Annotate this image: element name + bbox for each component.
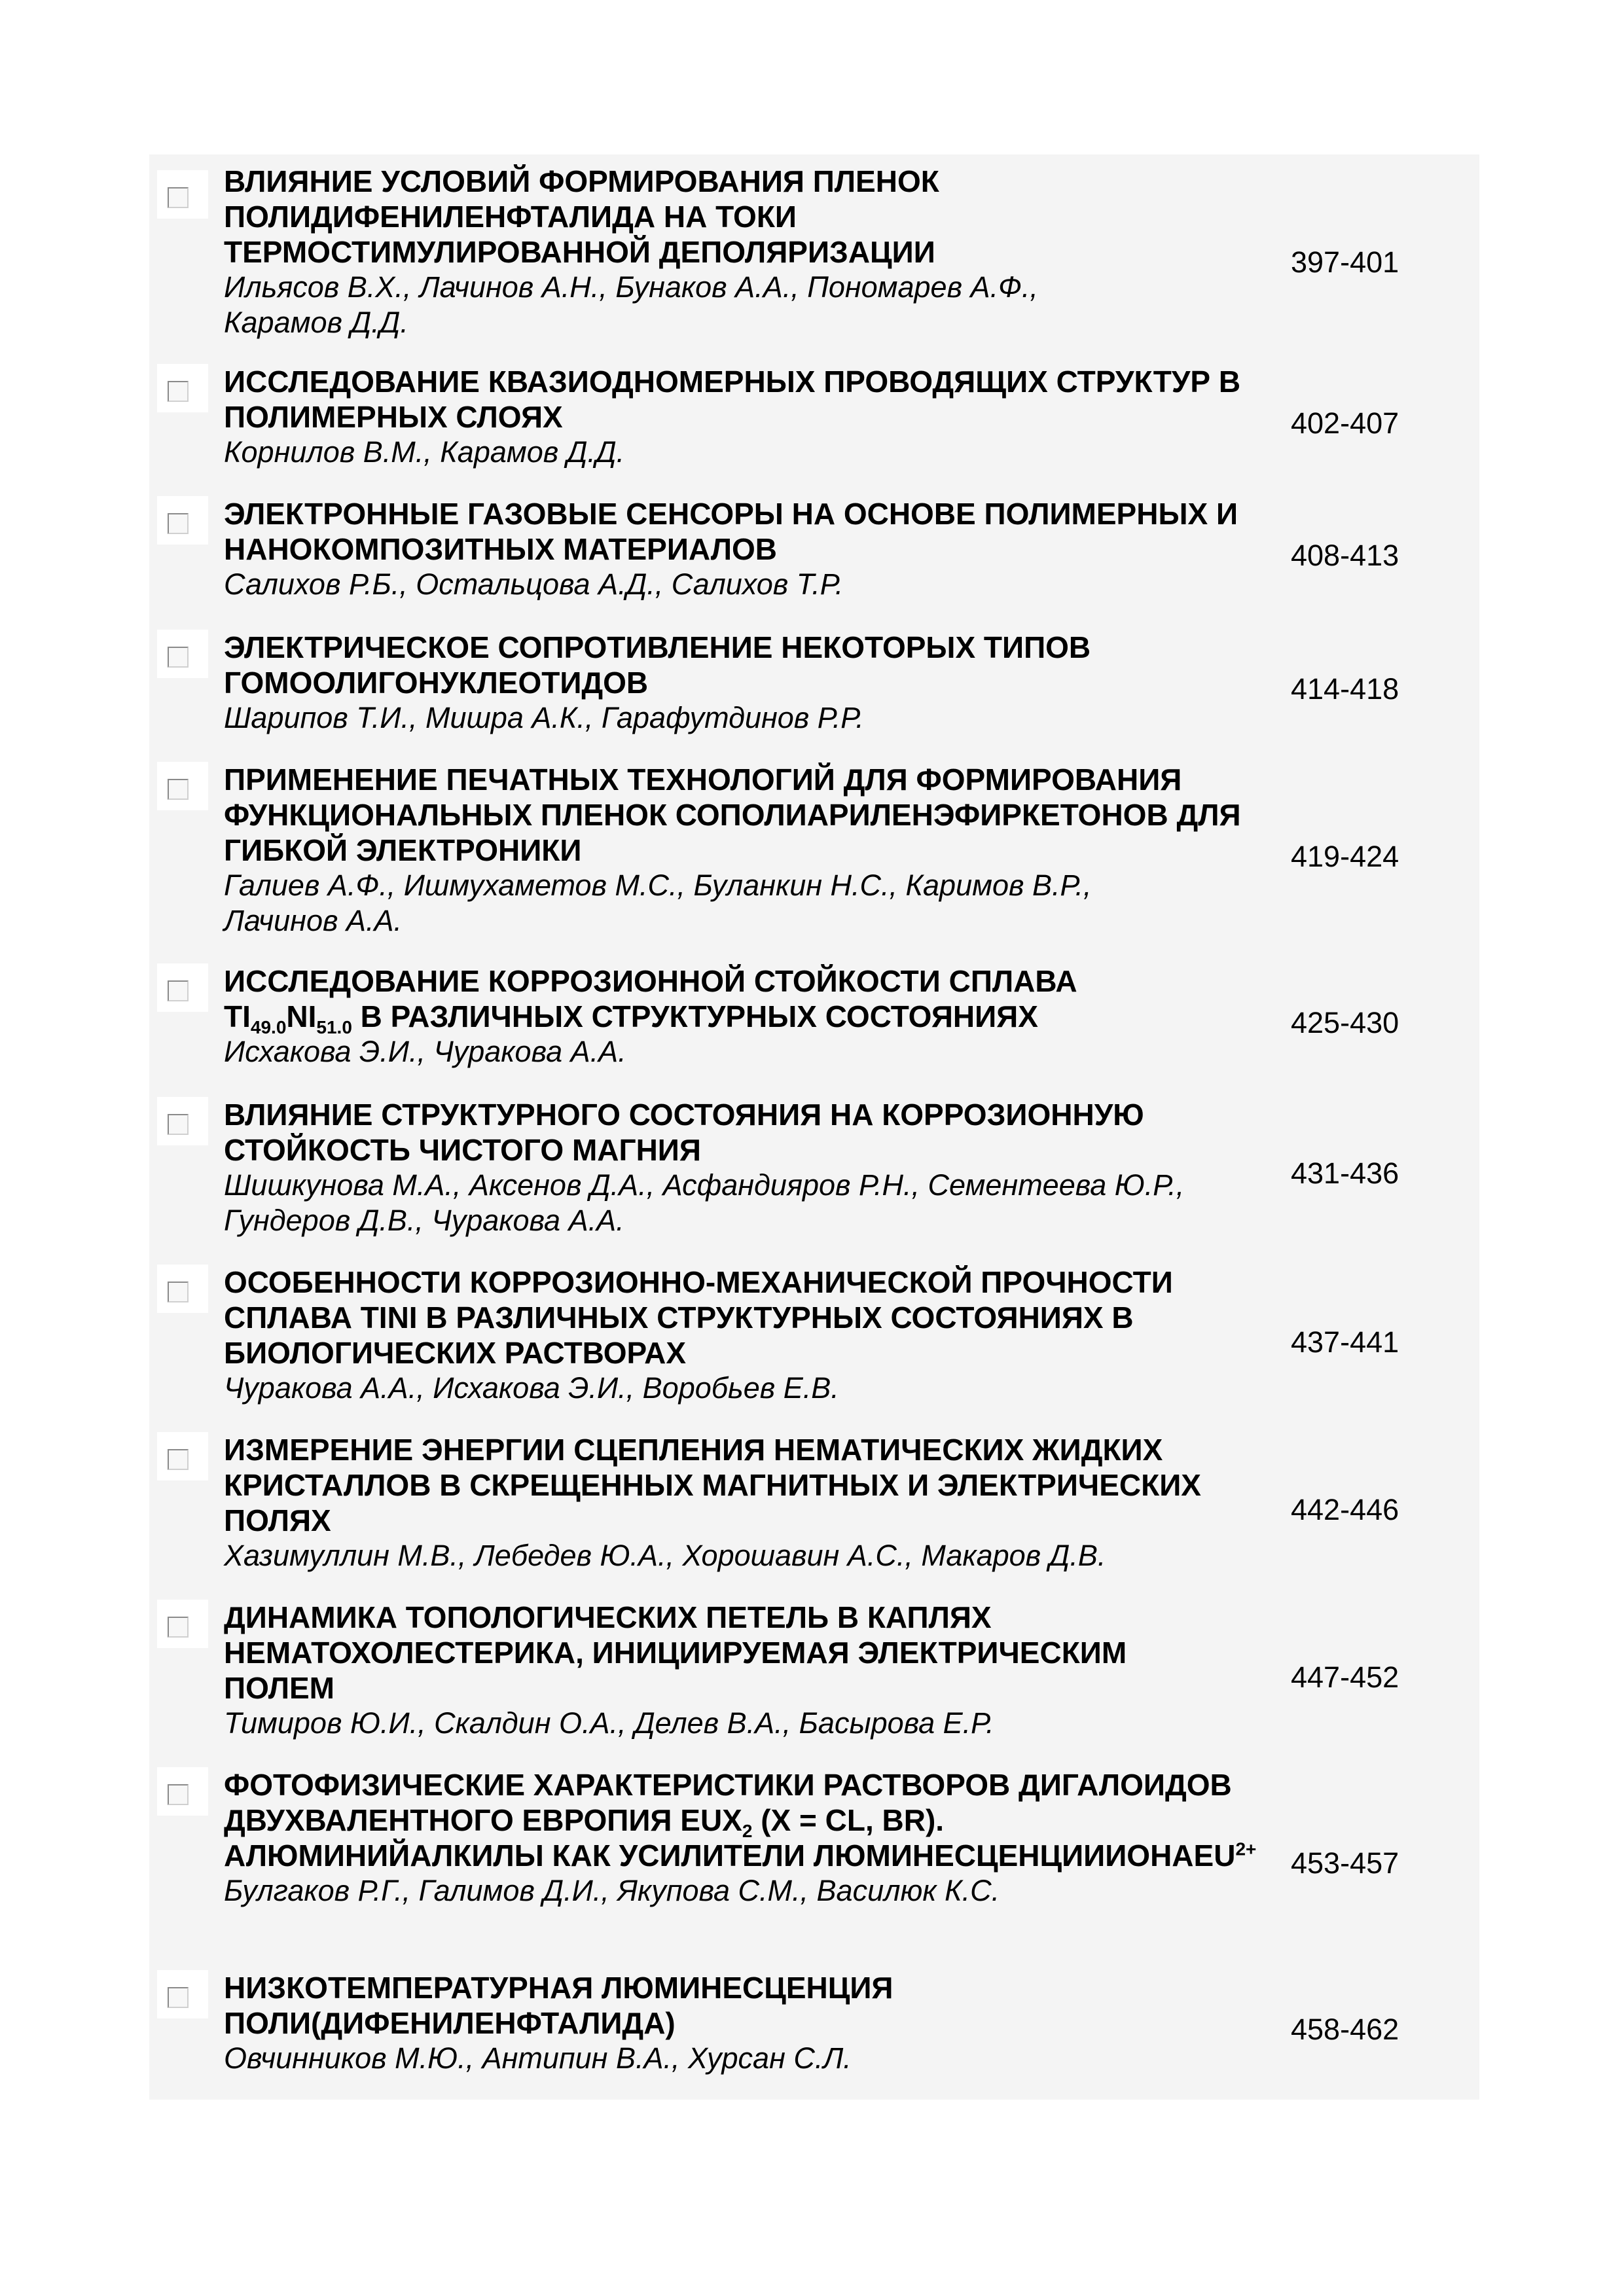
page-range: 397-401 <box>1291 245 1399 279</box>
checkbox-box <box>168 187 189 208</box>
page-range: 408-413 <box>1291 539 1399 572</box>
article-authors: Булгаков Р.Г., Галимов Д.И., Якупова С.М., Василюк К.С. <box>224 1874 1000 1907</box>
article-authors: Овчинников М.Ю., Антипин В.А., Хурсан С.Л. <box>224 2041 852 2075</box>
article-authors: Корнилов В.М., Карамов Д.Д. <box>224 435 625 469</box>
select-checkbox[interactable] <box>157 963 208 1012</box>
checkbox-box <box>168 513 189 534</box>
subscript: 49.0 <box>250 1017 287 1038</box>
article-title-link[interactable]: ВЛИЯНИЕ СТРУКТУРНОГО СОСТОЯНИЯ НА КОРРОЗИОННУЮ СТОЙКОСТЬ ЧИСТОГО МАГНИЯ <box>224 1098 1144 1167</box>
checkbox-box <box>168 1449 189 1470</box>
title-text: (X = CL, BR). АЛЮМИНИЙАЛКИЛЫ КАК УСИЛИТЕЛИ ЛЮМИНЕСЦЕНЦИИИОНАEU <box>224 1803 1236 1873</box>
page-range: 453-457 <box>1291 1846 1399 1880</box>
select-checkbox[interactable] <box>157 1265 208 1313</box>
page-range: 425-430 <box>1291 1006 1399 1039</box>
article-authors: Ильясов В.Х., Лачинов А.Н., Бунаков А.А., Пономарев А.Ф., Карамов Д.Д. <box>224 270 1038 339</box>
page-range: 402-407 <box>1291 406 1399 440</box>
subscript: 2 <box>742 1821 753 1842</box>
article-title-link[interactable]: ИССЛЕДОВАНИЕ КВАЗИОДНОМЕРНЫХ ПРОВОДЯЩИХ СТРУКТУР В ПОЛИМЕРНЫХ СЛОЯХ <box>224 365 1241 434</box>
article-authors: Хазимуллин М.В., Лебедев Ю.А., Хорошавин А.С., Макаров Д.В. <box>224 1539 1106 1572</box>
article-title-link[interactable] <box>224 1767 1271 1873</box>
title-text: ИССЛЕДОВАНИЕ КОРРОЗИОННОЙ СТОЙКОСТИ СПЛАВА TI <box>224 964 1077 1033</box>
article-info <box>224 1432 1389 1573</box>
article-info <box>224 1970 1389 2076</box>
checkbox-box <box>168 980 189 1001</box>
select-checkbox[interactable] <box>157 1432 208 1480</box>
select-checkbox[interactable] <box>157 1970 208 2018</box>
select-checkbox[interactable] <box>157 170 208 219</box>
article-title-link[interactable]: ОСОБЕННОСТИ КОРРОЗИОННО-МЕХАНИЧЕСКОЙ ПРОЧНОСТИ СПЛАВА TINI В РАЗЛИЧНЫХ СТРУКТУРНЫХ СОСТОЯНИЯХ В БИОЛОГИЧЕСКИХ РАСТВОРАХ <box>224 1265 1173 1370</box>
select-checkbox[interactable] <box>157 1600 208 1648</box>
article-info <box>224 496 1389 602</box>
title-text: В РАЗЛИЧНЫХ СТРУКТУРНЫХ СОСТОЯНИЯХ <box>352 999 1038 1033</box>
select-checkbox[interactable] <box>157 364 208 412</box>
checkbox-box <box>168 1114 189 1135</box>
checkbox-box <box>168 1784 189 1805</box>
article-info <box>224 1097 1389 1238</box>
select-checkbox[interactable] <box>157 1097 208 1145</box>
article-authors: Галиев А.Ф., Ишмухаметов М.С., Буланкин Н.С., Каримов В.Р., Лачинов А.А. <box>224 869 1092 937</box>
article-info <box>224 164 1389 340</box>
checkbox-box <box>168 647 189 668</box>
page-range: 458-462 <box>1291 2013 1399 2046</box>
page-range: 437-441 <box>1291 1325 1399 1359</box>
article-info <box>224 1265 1389 1406</box>
article-authors: Тимиров Ю.И., Скалдин О.А., Делев В.А., Басырова Е.Р. <box>224 1706 994 1740</box>
article-title-link[interactable]: ИЗМЕРЕНИЕ ЭНЕРГИИ СЦЕПЛЕНИЯ НЕМАТИЧЕСКИХ ЖИДКИХ КРИСТАЛЛОВ В СКРЕЩЕННЫХ МАГНИТНЫХ И ЭЛЕКТРИЧЕСКИХ ПОЛЯХ <box>224 1433 1201 1537</box>
article-info <box>224 1600 1389 1741</box>
article-title-link[interactable]: ВЛИЯНИЕ УСЛОВИЙ ФОРМИРОВАНИЯ ПЛЕНОК ПОЛИДИФЕНИЛЕНФТАЛИДА НА ТОКИ ТЕРМОСТИМУЛИРОВАННОЙ ДЕПОЛЯРИЗАЦИИ <box>224 164 939 269</box>
article-info <box>224 762 1389 939</box>
checkbox-box <box>168 779 189 800</box>
checkbox-box <box>168 381 189 402</box>
subscript: 51.0 <box>316 1017 352 1038</box>
superscript: 2+ <box>1235 1839 1257 1859</box>
article-authors: Шишкунова М.А., Аксенов Д.А., Асфандияров Р.Н., Сементеева Ю.Р., Гундеров Д.В., Чуракова А.А. <box>224 1168 1185 1237</box>
article-title-link[interactable] <box>224 963 1140 1038</box>
title-text: NI <box>286 999 317 1033</box>
checkbox-box <box>168 1987 189 2008</box>
select-checkbox[interactable] <box>157 496 208 545</box>
page-range: 447-452 <box>1291 1660 1399 1694</box>
checkbox-box <box>168 1282 189 1302</box>
article-info <box>224 630 1389 736</box>
article-authors: Чуракова А.А., Исхакова Э.И., Воробьев Е.В. <box>224 1371 839 1405</box>
article-info <box>224 1767 1389 1909</box>
table-of-contents <box>149 154 1479 2100</box>
article-title-link[interactable]: ПРИМЕНЕНИЕ ПЕЧАТНЫХ ТЕХНОЛОГИЙ ДЛЯ ФОРМИРОВАНИЯ ФУНКЦИОНАЛЬНЫХ ПЛЕНОК СОПОЛИАРИЛЕНЭФИРКЕТОНОВ ДЛЯ ГИБКОЙ ЭЛЕКТРОНИКИ <box>224 762 1241 867</box>
select-checkbox[interactable] <box>157 1767 208 1816</box>
article-title-link[interactable]: ДИНАМИКА ТОПОЛОГИЧЕСКИХ ПЕТЕЛЬ В КАПЛЯХ НЕМАТОХОЛЕСТЕРИКА, ИНИЦИИРУЕМАЯ ЭЛЕКТРИЧЕСКИМ ПОЛЕМ <box>224 1600 1127 1705</box>
article-title-link[interactable]: ЭЛЕКТРИЧЕСКОЕ СОПРОТИВЛЕНИЕ НЕКОТОРЫХ ТИПОВ ГОМООЛИГОНУКЛЕОТИДОВ <box>224 630 1091 700</box>
title-text: ФОТОФИЗИЧЕСКИЕ ХАРАКТЕРИСТИКИ РАСТВОРОВ ДИГАЛОИДОВ ДВУХВАЛЕНТНОГО ЕВРОПИЯ EUX <box>224 1768 1232 1837</box>
article-title-link[interactable]: ЭЛЕКТРОННЫЕ ГАЗОВЫЕ СЕНСОРЫ НА ОСНОВЕ ПОЛИМЕРНЫХ И НАНОКОМПОЗИТНЫХ МАТЕРИАЛОВ <box>224 497 1238 566</box>
article-authors: Шарипов Т.И., Мишра А.К., Гарафутдинов Р.Р. <box>224 701 864 734</box>
article-title-link[interactable]: НИЗКОТЕМПЕРАТУРНАЯ ЛЮМИНЕСЦЕНЦИЯ ПОЛИ(ДИФЕНИЛЕНФТАЛИДА) <box>224 1971 893 2040</box>
page-range: 431-436 <box>1291 1157 1399 1190</box>
page-range: 414-418 <box>1291 672 1399 706</box>
page-range: 419-424 <box>1291 840 1399 873</box>
select-checkbox[interactable] <box>157 762 208 810</box>
checkbox-box <box>168 1617 189 1638</box>
page-range: 442-446 <box>1291 1493 1399 1526</box>
article-info <box>224 364 1389 470</box>
select-checkbox[interactable] <box>157 630 208 678</box>
article-info <box>224 963 1389 1069</box>
article-authors: Исхакова Э.И., Чуракова А.А. <box>224 1035 626 1068</box>
article-authors: Салихов Р.Б., Остальцова А.Д., Салихов Т.Р. <box>224 567 844 601</box>
